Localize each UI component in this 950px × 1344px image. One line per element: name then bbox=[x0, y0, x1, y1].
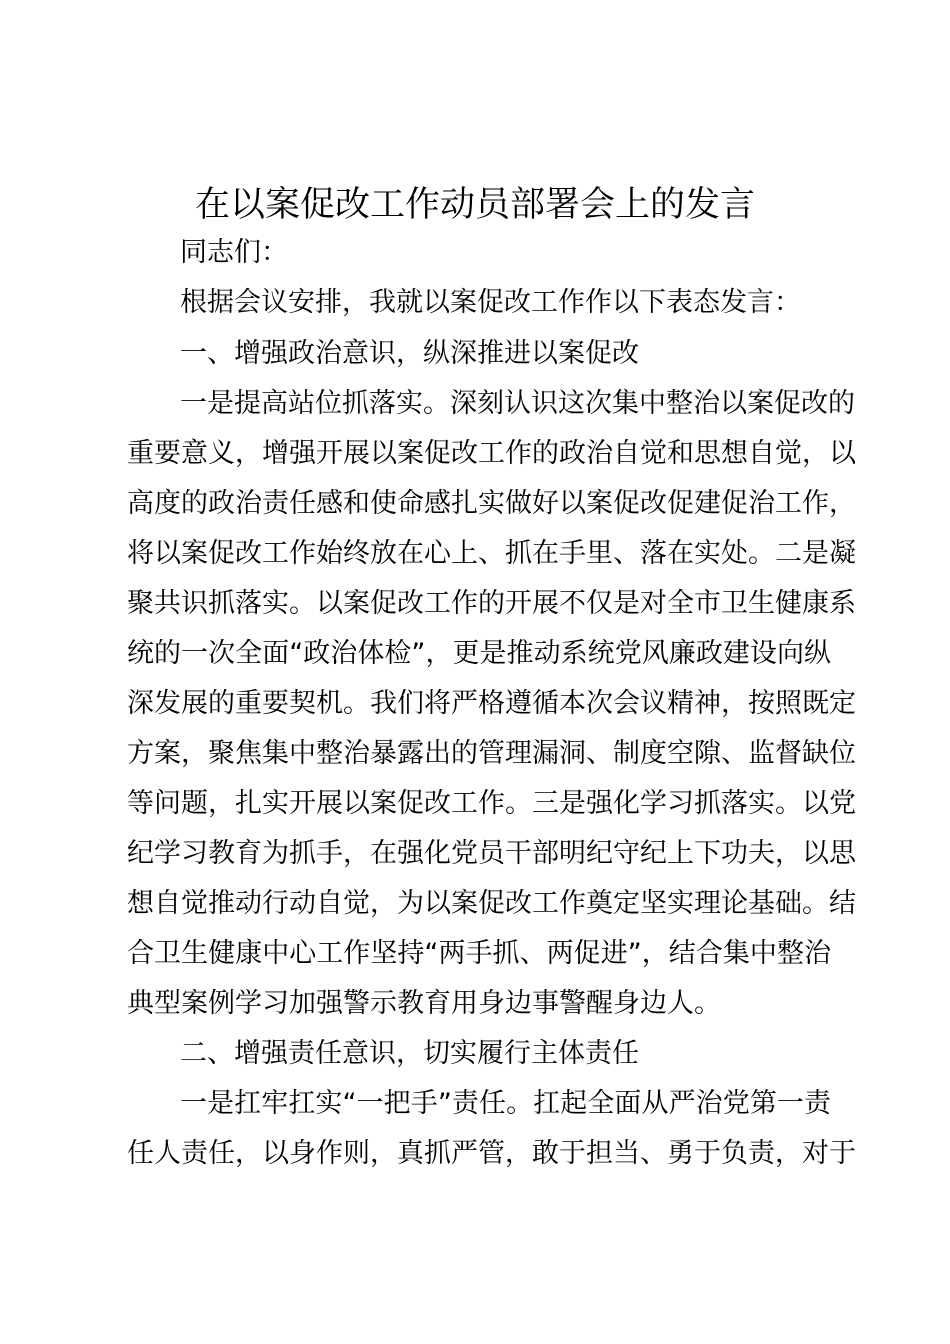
paragraph-line: 典型案例学习加强警示教育用身边事警醒身边人。 bbox=[127, 988, 721, 1019]
paragraph-line: 合卫生健康中心工作坚持“两手抓、两促进”，结合集中整治 bbox=[127, 938, 831, 969]
section-heading-1: 一、增强政治意识，纵深推进以案促改 bbox=[180, 338, 639, 369]
paragraph-line: 一是扛牢扛实“一把手”责任。扛起全面从严治党第一责 bbox=[180, 1088, 831, 1119]
salutation: 同志们： bbox=[180, 237, 288, 268]
document-title: 在以案促改工作动员部署会上的发言 bbox=[194, 185, 755, 225]
paragraph-line: 重要意义，增强开展以案促改工作的政治自觉和思想自觉，以 bbox=[127, 438, 856, 469]
paragraph-line: 想自觉推动行动自觉，为以案促改工作奠定坚实理论基础。结 bbox=[127, 888, 856, 919]
paragraph-line: 等问题，扎实开展以案促改工作。三是强化学习抓落实。以党 bbox=[127, 788, 856, 819]
paragraph-line: 深发展的重要契机。我们将严格遵循本次会议精神，按照既定 bbox=[127, 688, 856, 719]
paragraph-line: 统的一次全面“政治体检”，更是推动系统党风廉政建设向纵 bbox=[127, 638, 831, 669]
section-heading-2: 二、增强责任意识，切实履行主体责任 bbox=[180, 1038, 639, 1069]
paragraph-line: 高度的政治责任感和使命感扎实做好以案促改促建促治工作， bbox=[127, 488, 856, 519]
paragraph-line: 聚共识抓落实。以案促改工作的开展不仅是对全市卫生健康系 bbox=[127, 588, 856, 619]
paragraph-line: 将以案促改工作始终放在心上、抓在手里、落在实处。二是凝 bbox=[127, 538, 856, 569]
paragraph-line: 任人责任，以身作则，真抓严管，敢于担当、勇于负责，对于 bbox=[127, 1138, 856, 1169]
intro-paragraph: 根据会议安排，我就以案促改工作作以下表态发言： bbox=[180, 287, 801, 318]
paragraph-line: 一是提高站位抓落实。深刻认识这次集中整治以案促改的 bbox=[180, 388, 855, 419]
paragraph-line: 纪学习教育为抓手，在强化党员干部明纪守纪上下功夫，以思 bbox=[127, 838, 856, 869]
paragraph-line: 方案，聚焦集中整治暴露出的管理漏洞、制度空隙、监督缺位 bbox=[127, 738, 856, 769]
